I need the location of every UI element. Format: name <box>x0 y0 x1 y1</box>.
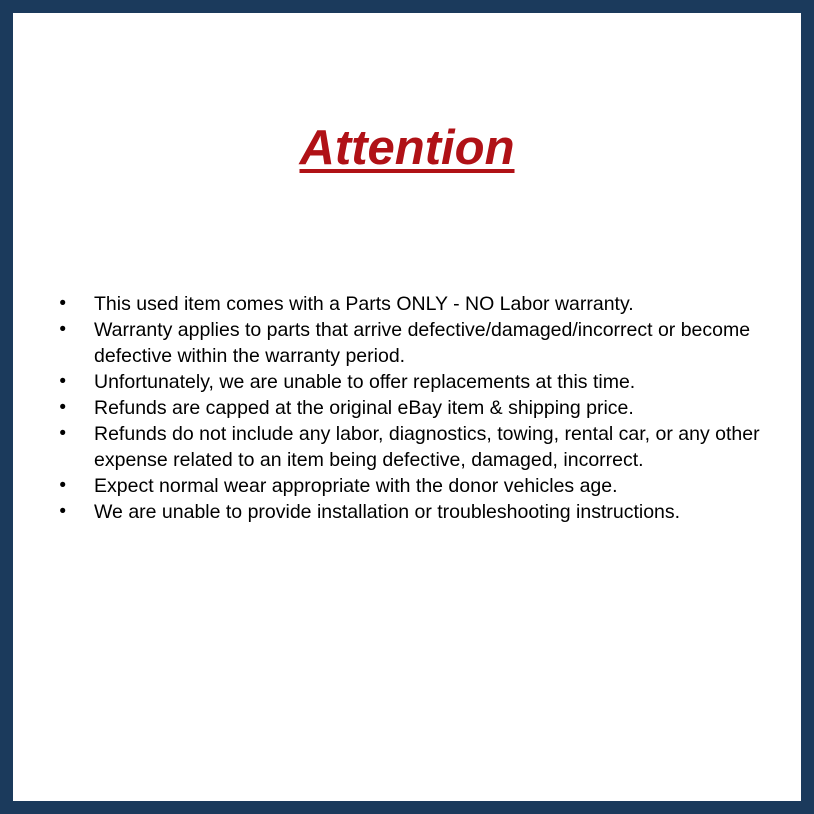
list-item-text: We are unable to provide installation or troubleshooting instructions. <box>94 501 681 523</box>
list-item <box>13 369 801 395</box>
list-item <box>13 421 801 473</box>
bullet-icon: • <box>59 293 66 314</box>
bullet-icon: • <box>59 475 66 496</box>
page-title: Attention <box>299 121 515 175</box>
bullet-icon: • <box>59 501 66 522</box>
warranty-notice-list <box>13 291 801 525</box>
bullet-icon: • <box>59 319 66 340</box>
list-item <box>13 291 801 317</box>
list-item <box>13 473 801 499</box>
list-item-text: Expect normal wear appropriate with the donor vehicles age. <box>94 475 618 497</box>
bullet-icon: • <box>59 423 66 444</box>
list-item-text: Refunds do not include any labor, diagnostics, towing, rental car, or any other expense related to an item being defective, damaged, incorrect. <box>94 423 760 471</box>
list-item <box>13 317 801 369</box>
list-item-text: Warranty applies to parts that arrive defective/damaged/incorrect or become defective within the warranty period. <box>94 319 751 367</box>
bullet-icon: • <box>59 397 66 418</box>
notice-card <box>13 13 801 801</box>
list-item <box>13 395 801 421</box>
list-item-text: Unfortunately, we are unable to offer replacements at this time. <box>94 371 636 393</box>
list-item <box>13 499 801 525</box>
list-item-text: This used item comes with a Parts ONLY - NO Labor warranty. <box>94 293 634 315</box>
list-item-text: Refunds are capped at the original eBay item & shipping price. <box>94 397 634 419</box>
bullet-icon: • <box>59 371 66 392</box>
